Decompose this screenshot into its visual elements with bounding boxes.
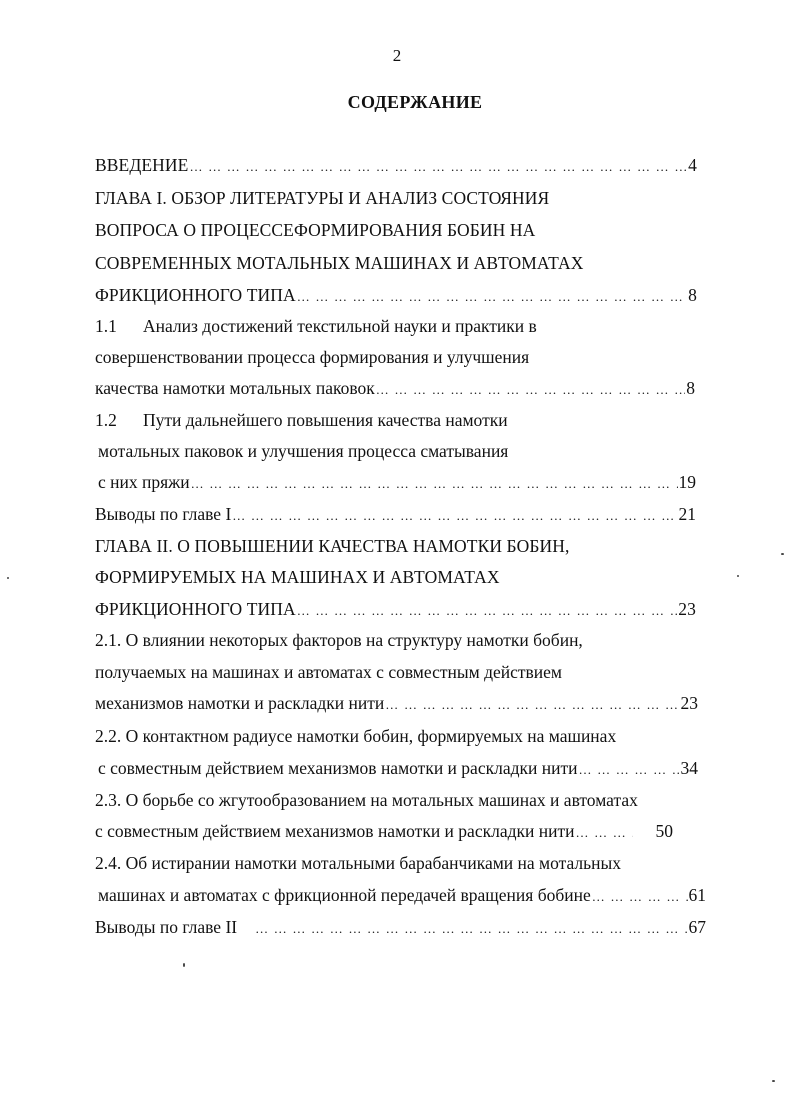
toc-title: СОДЕРЖАНИЕ: [347, 92, 483, 112]
toc-entry-conclusions-1[interactable]: [95, 503, 696, 525]
toc-entry-text: механизмов намотки и раскладки нити: [95, 693, 385, 713]
dot-leader: [297, 600, 678, 620]
toc-section-number: 1.2: [95, 410, 117, 430]
scan-speck: [7, 577, 9, 579]
toc-section-2-1-line: 2.1. О влиянии некоторых факторов на структуру намотки бобин,: [95, 630, 583, 650]
dot-leader: [297, 286, 687, 306]
dot-leader: [592, 886, 688, 906]
toc-chapter-2-line: ФОРМИРУЕМЫХ НА МАШИНАХ И АВТОМАТАХ: [95, 567, 500, 587]
dot-leader: [232, 505, 677, 525]
toc-entry-section-1-1[interactable]: [95, 377, 695, 399]
toc-entry-section-2-2[interactable]: [98, 757, 698, 779]
toc-page-number: 4: [688, 155, 697, 175]
toc-entry-chapter-1[interactable]: [95, 284, 697, 306]
toc-chapter-2-line: ГЛАВА II. О ПОВЫШЕНИИ КАЧЕСТВА НАМОТКИ БОБИН,: [95, 536, 570, 556]
dot-leader: [189, 156, 687, 176]
toc-section-1-1-line: совершенствовании процесса формирования и улучшения: [95, 347, 530, 367]
dot-leader: [191, 473, 678, 493]
toc-entry-text: качества намотки мотальных паковок: [95, 378, 375, 398]
toc-entry-text: машинах и автоматах с фрикционной передачей вращения бобине: [98, 885, 591, 905]
toc-entry-text: Выводы по главе I: [95, 504, 232, 524]
toc-entry-text: ФРИКЦИОННОГО ТИПА: [95, 599, 296, 619]
toc-entry-section-2-1[interactable]: [95, 692, 698, 714]
toc-page-number: 8: [686, 378, 695, 398]
toc-entry-text: с совместным действием механизмов намотки и раскладки нити: [95, 821, 575, 841]
toc-entry-section-2-4[interactable]: [98, 884, 706, 906]
scan-speck: [772, 1080, 775, 1082]
toc-section-2-4-line: 2.4. Об истирании намотки мотальными барабанчиками на мотальных: [95, 853, 621, 873]
toc-page-number: 21: [678, 504, 696, 524]
scan-speck: [183, 963, 185, 967]
toc-page-number: 50: [655, 821, 673, 841]
toc-entry-section-2-3[interactable]: [95, 820, 700, 842]
toc-page-number: 34: [680, 758, 698, 778]
scan-speck: [737, 575, 739, 577]
toc-section-2-3-line: 2.3. О борьбе со жгутообразованием на мотальных машинах и автоматах: [95, 790, 638, 810]
toc-page-number: 19: [678, 472, 696, 492]
toc-page-number: 61: [688, 885, 706, 905]
toc-page-number: 67: [688, 917, 706, 937]
toc-entry-introduction[interactable]: [95, 154, 697, 176]
toc-entry-text: Выводы по главе II: [95, 917, 238, 937]
dot-leader: [578, 759, 679, 779]
toc-chapter-1-line: ГЛАВА I. ОБЗОР ЛИТЕРАТУРЫ И АНАЛИЗ СОСТОЯНИЯ: [95, 188, 550, 208]
toc-chapter-1-line: ВОПРОСА О ПРОЦЕССЕФОРМИРОВАНИЯ БОБИН НА: [95, 220, 536, 240]
toc-section-number: 1.1: [95, 316, 117, 336]
page-number: 2: [392, 46, 402, 65]
toc-entry-chapter-2[interactable]: [95, 598, 696, 620]
toc-section-1-2-line: мотальных паковок и улучшения процесса сматывания: [98, 441, 509, 461]
toc-entry-text: Анализ достижений текстильной науки и практики в: [143, 316, 537, 336]
toc-section-2-2-line: 2.2. О контактном радиусе намотки бобин, формируемых на машинах: [95, 726, 617, 746]
toc-entry-text: Пути дальнейшего повышения качества намотки: [143, 410, 508, 430]
toc-entry-text: с совместным действием механизмов намотки и раскладки нити: [98, 758, 578, 778]
toc-entry-text: с них пряжи: [98, 472, 190, 492]
toc-section-2-1-line: получаемых на машинах и автоматах с совместным действием: [95, 662, 562, 682]
toc-page-number: 23: [680, 693, 698, 713]
toc-entry-text: ФРИКЦИОННОГО ТИПА: [95, 285, 296, 305]
dot-leader: [385, 694, 679, 714]
toc-section-1-1-line: [95, 315, 537, 337]
toc-page-number: 8: [688, 285, 697, 305]
toc-chapter-1-line: СОВРЕМЕННЫХ МОТАЛЬНЫХ МАШИНАХ И АВТОМАТАХ: [95, 253, 584, 273]
toc-page-number: 23: [678, 599, 696, 619]
dot-leader: [255, 918, 687, 938]
toc-section-1-2-line: [95, 409, 508, 431]
toc-entry-section-1-2[interactable]: [98, 471, 696, 493]
dot-leader: [376, 379, 686, 399]
toc-entry-conclusions-2[interactable]: [95, 916, 706, 938]
toc-entry-text: ВВЕДЕНИЕ: [95, 155, 189, 175]
scan-speck: [781, 553, 784, 555]
dot-leader: [575, 822, 633, 842]
